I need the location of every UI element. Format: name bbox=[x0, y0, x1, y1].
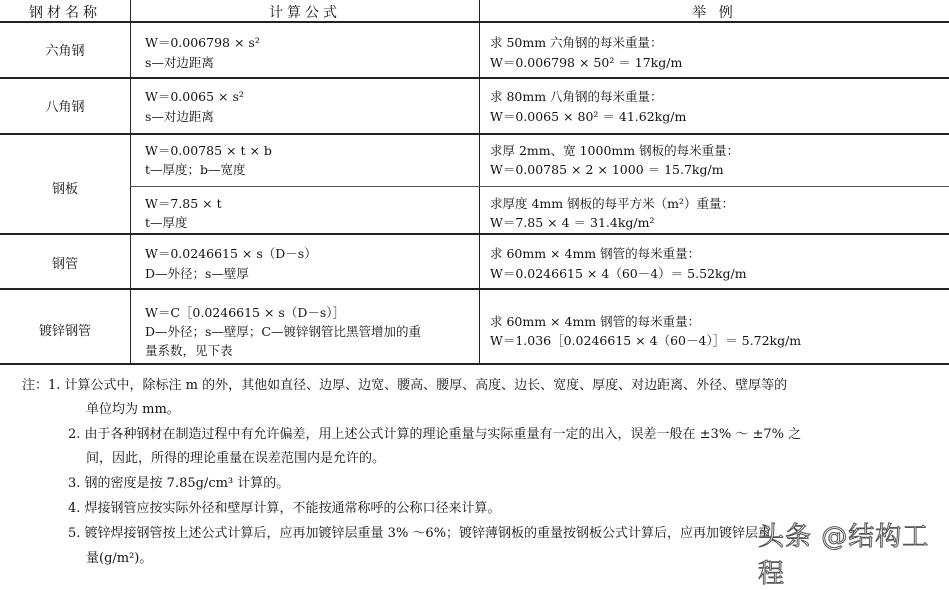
formula-line: D—外径；s—壁厚；C—镀锌钢管比黑管增加的重 bbox=[145, 324, 422, 339]
formula-line: W＝0.00785 × t × b bbox=[145, 143, 272, 158]
note-line: 3. 钢的密度是按 7.85g/cm³ 计算的。 bbox=[68, 476, 290, 491]
table-row bbox=[0, 23, 949, 79]
note-line: 注：1. 计算公式中，除标注 m 的外，其他如直径、边厚、边宽、腰高、腰厚、高度、边长、宽度、厚度、对边距离、外径、壁厚等的 bbox=[22, 378, 788, 393]
note-line: 2. 由于各种钢材在制造过程中有允许偏差，用上述公式计算的理论重量与实际重量有一定的出入，误差一般在 ±3% ～ ±7% 之 bbox=[68, 427, 802, 442]
formula-line: W＝7.85 × t bbox=[145, 196, 222, 211]
steel-name: 钢管 bbox=[51, 257, 78, 272]
example-line: W＝0.0065 × 80² ＝ 41.62kg/m bbox=[490, 109, 687, 124]
table-row bbox=[0, 135, 949, 235]
table-header bbox=[0, 0, 949, 23]
formula-line: s—对边距离 bbox=[145, 109, 214, 124]
note-line: 4. 焊接钢管应按实际外径和壁厚计算，不能按通常称呼的公称口径来计算。 bbox=[68, 501, 501, 516]
formula-line: D—外径；s—壁厚 bbox=[145, 266, 249, 281]
formula-line: t—厚度；b—宽度 bbox=[145, 162, 246, 177]
formula-line: s—对边距离 bbox=[145, 55, 214, 70]
example-line: W＝0.00785 × 2 × 1000 ＝ 15.7kg/m bbox=[490, 162, 724, 177]
example-line: W＝0.006798 × 50² ＝ 17kg/m bbox=[490, 55, 683, 70]
formula-line: t—厚度 bbox=[145, 215, 188, 230]
header-formula: 计算公式 bbox=[269, 5, 341, 21]
note-line: 量(g/m²)。 bbox=[86, 551, 153, 566]
steel-name: 钢板 bbox=[51, 182, 78, 197]
example-line: 求 80mm 八角钢的每米重量： bbox=[490, 89, 663, 104]
example-line: 求厚度 4mm 钢板的每平方米（m²）重量： bbox=[490, 196, 734, 211]
table-row bbox=[0, 235, 949, 290]
example-line: W＝0.0246615 × 4（60－4）＝ 5.52kg/m bbox=[490, 266, 747, 281]
example-line: W＝7.85 × 4 ＝ 31.4kg/m² bbox=[490, 215, 655, 230]
formula-line: W＝0.0065 × s² bbox=[145, 89, 244, 104]
table-row bbox=[0, 290, 949, 365]
note-line: 单位均为 mm。 bbox=[86, 402, 180, 417]
formula-line: W＝C［0.0246615 × s（D－s）］ bbox=[145, 305, 346, 320]
header-example: 举 例 bbox=[692, 5, 737, 21]
formula-line: W＝0.0246615 × s（D－s） bbox=[145, 246, 317, 261]
header-name: 钢材名称 bbox=[29, 5, 101, 21]
example-line: 求 60mm × 4mm 钢管的每米重量： bbox=[490, 246, 701, 261]
note-line: 间，因此，所得的理论重量在误差范围内是允许的。 bbox=[86, 451, 386, 466]
formula-line: 量系数，见下表 bbox=[145, 343, 233, 358]
table-row bbox=[0, 79, 949, 135]
note-line: 5. 镀锌焊接钢管按上述公式计算后，应再加镀锌层重量 3% ～6%；镀锌薄钢板的重量按钢板公式计算后，应再加镀锌层重 bbox=[68, 526, 772, 541]
steel-name: 镀锌钢管 bbox=[38, 324, 91, 339]
watermark: 头条 @结构工程 bbox=[758, 522, 930, 589]
steel-name: 八角钢 bbox=[45, 100, 85, 115]
example-line: 求 50mm 六角钢的每米重量： bbox=[490, 35, 663, 50]
steel-name: 六角钢 bbox=[45, 44, 85, 59]
row-divider bbox=[130, 186, 949, 187]
example-line: W＝1.036［0.0246615 × 4（60－4）］＝ 5.72kg/m bbox=[490, 333, 802, 348]
example-line: 求 60mm × 4mm 钢管的每米重量： bbox=[490, 314, 701, 329]
example-line: 求厚 2mm、宽 1000mm 钢板的每米重量： bbox=[490, 143, 740, 158]
formula-line: W＝0.006798 × s² bbox=[145, 35, 260, 50]
